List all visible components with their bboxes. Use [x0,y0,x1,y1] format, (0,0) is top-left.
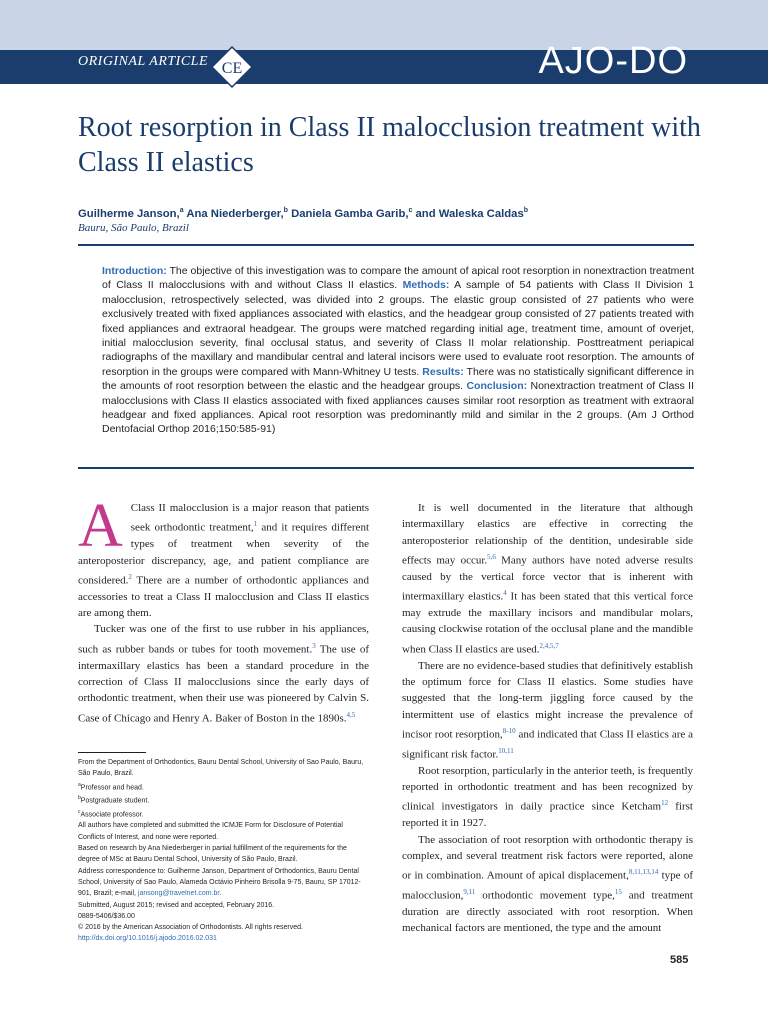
body-column-left [78,492,369,726]
author-name: Ana Niederberger, [183,207,284,220]
reference-link[interactable]: 12 [661,799,669,808]
footnote-mark: c [78,808,81,815]
footnote-dates: Submitted, August 2015; revised and accepted, February 2016. [78,901,275,909]
body-text: The use of intermaxillary elastics has been a standard procedure in the correction of Class II malocclusions since the early days of orthodontic treatment, when their use was pioneered by Calvin S. Case of Chicago and Henry A. Baker of Boston in the 1890s. [78,643,369,725]
footnote-text: Professor and head. [80,783,144,791]
footnote-conflict: All authors have completed and submitted the ICMJE Form for Disclosure of Potential Conflicts of Interest, and none were reported. [78,822,343,841]
body-paragraph [402,658,693,763]
reference-link[interactable]: 2,4,5,7 [539,641,559,650]
reference-link[interactable]: 4,5 [346,710,356,719]
footnote-role [78,793,369,807]
body-text: There are no evidence-based studies that definitively establish the optimum force for Class II elastics. Some studies have suggested that the long-term jiggling force caused by the intermittent use of elastics might increase the prevalence of incisor root resorption, [402,659,693,741]
abstract-methods: A sample of 54 patients with Class II Division 1 malocclusion, retrospectively selected, was divided into 2 groups. The elastic group consisted of 27 patients who were exclusively treated with fixed appliances associated with elastics, and the headgear group consisted of 27 patients treated with fixed appliances and extraoral headgear. The groups were matched regarding initial age, treatment time, amount of overjet, initial malocclusion severity, final occlusal status, and severity of Class II molar relationship. Posttreatment periapical radiographs of the maxillary and mandibular central and lateral incisors were used to evaluate root resorption. The amounts of resorption in the groups were compared with Mann-Whitney U tests. [102,279,694,378]
svg-text:CE: CE [221,60,243,77]
body-text: Root resorption, particularly in the anterior teeth, is frequently reported in orthodontic treatment and has been recognized by clinical investigators in daily practice since Ketcham [402,764,693,813]
article-title: Root resorption in Class II malocclusion treatment with Class II elastics [78,112,701,178]
author-list [78,207,528,220]
body-paragraph [78,621,369,726]
abstract-results: There was no statistically significant difference in the amounts of root resorption between the elastic and the headgear groups. [102,365,694,393]
body-text: It has been stated that this vertical force may extrude the maxillary incisors and mandibular molars, causing clockwise rotation of the occlusal plane and the mandible when Class II elastics are used. [402,590,693,656]
footnote-rule [78,752,146,753]
author-affil-mark: b [283,207,288,214]
page-number: 585 [670,954,689,966]
body-column-right [402,500,693,937]
drop-cap: A [78,492,123,560]
footnote-affiliation: From the Department of Orthodontics, Bauru Dental School, University of Sao Paulo, Bauru, São Paulo, Brazil. [78,759,364,778]
reference-link[interactable]: 1 [253,520,258,529]
body-text: orthodontic movement type, [475,889,615,902]
author-name: Daniela Gamba Garib, [287,207,409,220]
abstract-bottom-rule [78,467,694,469]
footnote-mark: a [78,781,81,788]
body-text: and it requires different types of treatment when severity of the anteroposterior discrepancy, age, and patient compliance are considered. [78,521,369,587]
body-text: Class II malocclusion is a major reason that patients seek orthodontic treatment, [130,502,369,534]
author-name: Guilherme Janson, [78,207,180,220]
footnote-issn: 0889-5406/$36.00 [78,912,135,920]
abstract-heading-methods: Methods: [402,279,450,292]
abstract-heading-introduction: Introduction: [102,265,167,277]
reference-link[interactable]: 15 [614,888,622,897]
journal-logo: AJO-DO [538,40,688,82]
body-text: Many authors have noted adverse results caused by the vertical force vector that is inherent with intermaxillary elastics. [402,554,693,603]
footnote-text: Associate professor. [80,811,144,819]
author-name: and Waleska Caldas [412,207,524,220]
abstract-conclusion: Nonextraction treatment of Class II malocclusions with Class II elastics associated with fixed appliances causes similar root resorption as treatment with extraoral headgear and fixed appliances. Apical root resorption was predominantly mild and similar in the 2 groups. (Am J Orthod Dentofacial Orthop 2016;150:585-91) [102,380,694,436]
body-text: There are a number of orthodontic appliances and accessories to treat a Class II malocclusion and Class II elastics are among them. [78,574,369,620]
abstract [102,264,694,437]
footnote-role [78,807,369,821]
abstract-heading-results: Results: [422,365,464,378]
body-text: type of malocclusion, [402,869,693,902]
reference-link[interactable]: 2 [128,572,132,581]
reference-link[interactable]: 8-10 [502,726,516,735]
body-paragraph [402,763,693,832]
body-text: and treatment duration are directly associated with root resorption. When mechanical factors are mentioned, the type and the amount [402,889,693,935]
ce-badge-icon [211,46,253,88]
footnote-text: Postgraduate student. [80,797,150,805]
reference-link[interactable]: 4 [503,589,507,598]
footnote-correspondence [78,866,369,900]
reference-link[interactable]: 5,6 [487,552,496,561]
footnote-copyright: © 2016 by the American Association of Orthodontists. All rights reserved. [78,924,303,932]
abstract-heading-conclusion: Conclusion: [466,380,528,393]
body-text: and indicated that Class II elastics are a significant risk factor. [402,728,693,761]
body-paragraph [402,500,693,658]
body-text: The association of root resorption with orthodontic therapy is complex, and several treatment risk factors were reported, alone or in combination. Amount of apical displacement, [402,833,693,882]
body-text: Tucker was one of the first to use rubber in his appliances, such as rubber bands or tubes for tooth movement. [78,623,369,656]
footnote-mark: b [78,795,81,802]
footnote-text: . [219,890,222,898]
reference-link[interactable]: 8,11,13,14 [628,868,659,877]
footnote-based-on: Based on research by Ana Niederberger in partial fulfillment of the requirements for the degree of MSc at Bauru Dental School, University of São Paulo, Brazil. [78,845,347,864]
footnote-role [78,780,369,794]
abstract-top-rule [78,244,694,246]
doi-link[interactable]: http://dx.doi.org/10.1016/j.ajodo.2016.02.031 [78,935,217,943]
body-paragraph [402,832,693,937]
reference-link[interactable]: 9,11 [463,888,476,897]
abstract-introduction: The objective of this investigation was to compare the amount of apical root resorption in nonextraction treatment of Class II malocclusions with and without Class II elastics. [102,265,694,292]
author-affiliation: Bauru, São Paulo, Brazil [78,222,189,234]
footnotes [78,757,369,945]
body-paragraph [78,492,369,621]
reference-link[interactable]: 3 [312,641,316,650]
body-text: first reported it in 1927. [402,800,693,830]
author-affil-mark: a [179,207,184,214]
footnote-text: Address correspondence to: Guilherme Janson, Department of Orthodontics, Bauru Dental School, University of Sao Paulo, Alameda Octávio Pinheiro Brisolla 9-75, Bauru, SP 17012-901, Brazil; e-mail, [78,867,361,898]
author-affil-mark: c [408,207,413,214]
email-link[interactable]: jansong@travelnet.com.br [137,890,220,898]
reference-link[interactable]: 10,11 [498,746,514,755]
article-type-label: ORIGINAL ARTICLE [78,54,208,69]
author-affil-mark: b [523,207,529,214]
body-text: It is well documented in the literature that although intermaxillary elastics are effective in correcting the anteroposterior relationship of the dentition, undesirable side effects may occur. [402,502,693,567]
